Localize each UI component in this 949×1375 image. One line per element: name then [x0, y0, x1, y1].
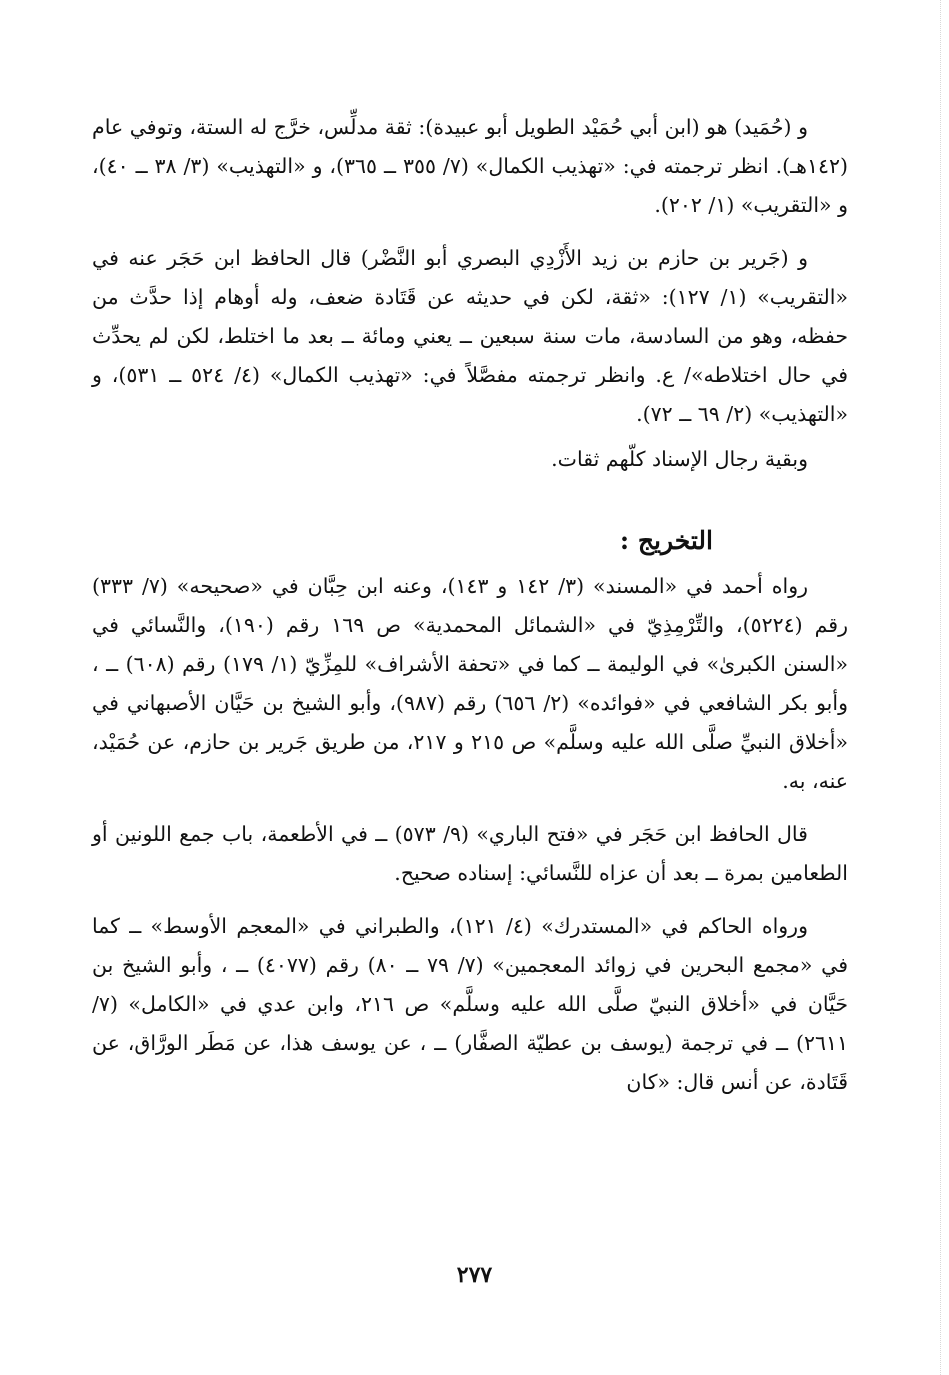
narrator-note-jarir: و (جَرير بن حازم بن زيد الأَزْدِي البصري أبو النَّضْر) قال الحافظ ابن حَجَر عنه في «التقريب» (١/ ١٢٧): «ثقة، لكن في حديثه عن قَتَادة ضعف، وله أوهام إذا حدَّث من حفظه، وهو من السادسة، مات سنة سبعين ــ يعني ومائة ــ بعد ما اختلط، لكن لم يحدِّث في حال اختلاطه»/ ع. وانظر ترجمته مفصَّلاً في: «تهذيب الكمال» (٤/ ٥٢٤ ــ ٥٣١)، و «التهذيب» (٢/ ٦٩ ــ ٧٢).: [92, 246, 849, 426]
takhrij-paragraph-3: ورواه الحاكم في «المستدرك» (٤/ ١٢١)، والطبراني في «المعجم الأوسط» ــ كما في «مجمع البحرين في زوائد المعجمين» (٧/ ٧٩ ــ ٨٠) رقم (٤٠٧٧) ــ ، وأبو الشيخ بن حَيَّان في «أخلاق النبيّ صلَّى الله عليه وسلَّم» ص ٢١٦، وابن عدي في «الكامل» (٧/ ٢٦١١) ــ في ترجمة (يوسف بن عطيّة الصفَّار) ــ ، عن يوسف هذا، عن مَطَر الورَّاق، عن قَتَادة، عن أنس قال: «كان: [92, 914, 848, 1094]
isnad-note: وبقية رجال الإسناد كلّهم ثقات.: [551, 447, 808, 471]
section-heading: التخريج :: [619, 526, 713, 555]
margin-rule: [939, 0, 941, 1375]
page-body: [92, 108, 848, 1116]
page-number: ٢٧٧: [456, 1262, 493, 1288]
takhrij-paragraph-1: رواه أحمد في «المسند» (٣/ ١٤٢ و ١٤٣)، وعنه ابن حِبَّان في «صحيحه» (٧/ ٣٣٣) رقم (٥٢٢٤)، والتِّرْمِذِيّ في «الشمائل المحمدية» ص ١٦٩ رقم (١٩٠)، والنَّسائي في «السنن الكبرىٰ» في الوليمة ــ كما في «تحفة الأشراف» للمِزِّيّ (١/ ١٧٩) رقم (٦٠٨) ــ ، وأبو بكر الشافعي في «فوائده» (٢/ ٦٥٦) رقم (٩٨٧)، وأبو الشيخ بن حَيَّان الأصبهاني في «أخلاق النبيِّ صلَّى الله عليه وسلَّم» ص ٢١٥ و ٢١٧، من طريق جَرير بن حازم، عن حُمَيْد، عنه، به.: [92, 574, 849, 793]
narrator-note-humaid: و (حُمَيد) هو (ابن أبي حُمَيْد الطويل أبو عبيدة): ثقة مدلِّس، خرَّج له الستة، وتوفي عام (١٤٢هـ). انظر ترجمته في: «تهذيب الكمال» (٧/ ٣٥٥ ــ ٣٦٥)، و «التهذيب» (٣/ ٣٨ ــ ٤٠)، و «التقريب» (١/ ٢٠٢).: [92, 115, 848, 217]
takhrij-paragraph-2: قال الحافظ ابن حَجَر في «فتح الباري» (٩/ ٥٧٣) ــ في الأطعمة، باب جمع اللونين أو الطعامين بمرة ــ بعد أن عزاه للنَّسائي: إسناده صحيح.: [92, 822, 848, 885]
